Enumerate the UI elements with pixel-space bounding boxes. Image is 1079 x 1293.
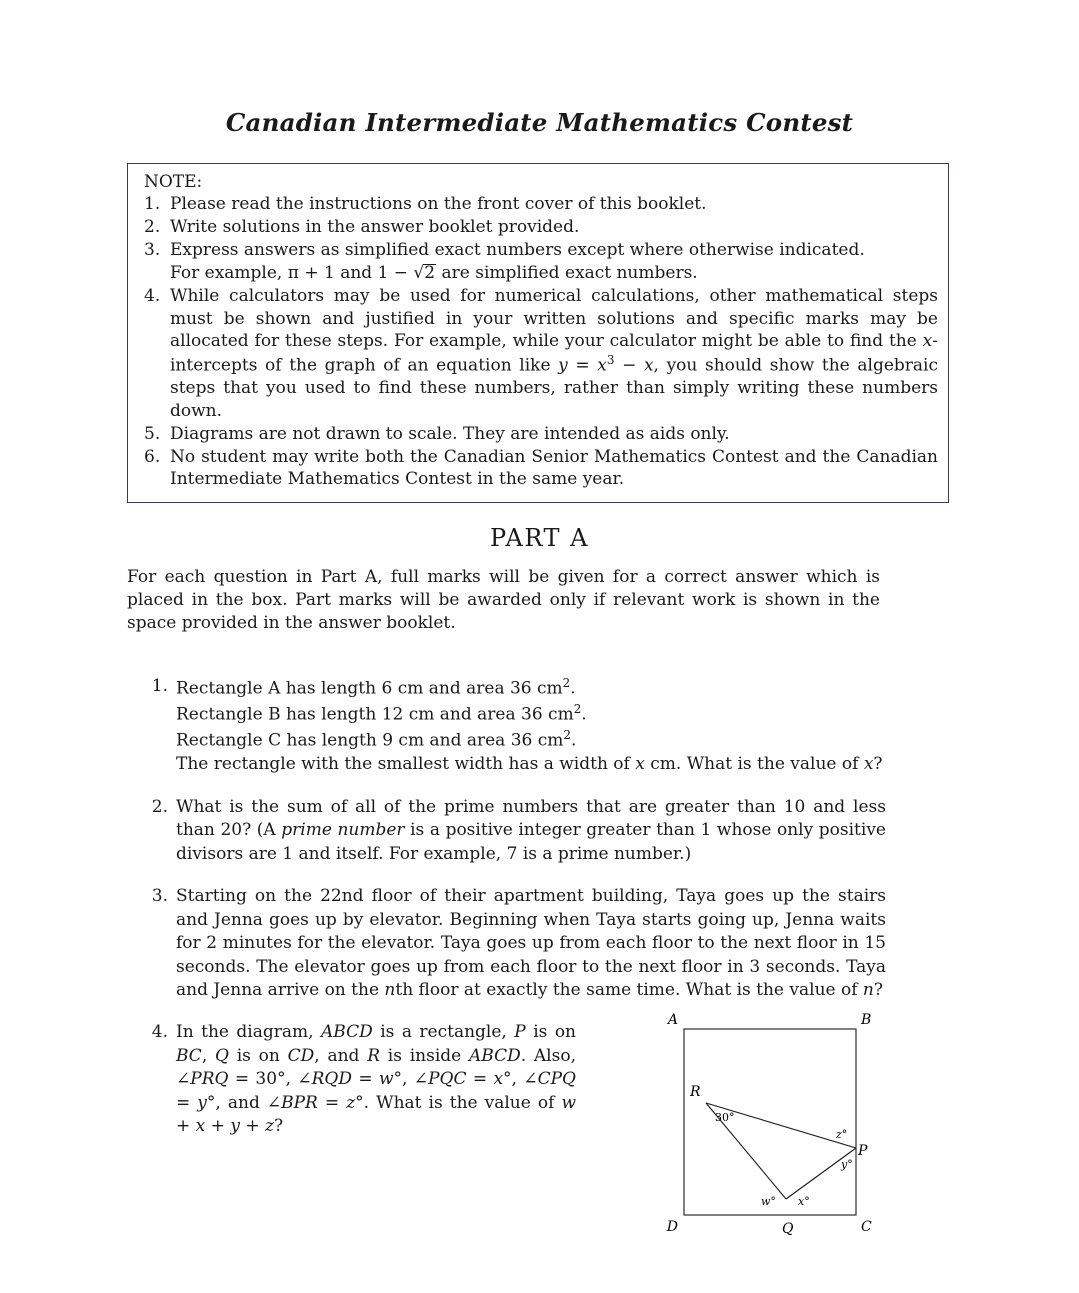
note-item [138, 285, 938, 422]
label-a: A [667, 1013, 678, 1029]
note-item-number: 6. [144, 446, 161, 467]
segment-qp [786, 1148, 856, 1199]
question-text: In the diagram, ABCD is a rectangle, P is on BC, Q is on CD, and R is inside ABCD. Also, ∠PRQ = 30°, ∠RQD = w°, ∠PQC = x°, ∠CPQ = y°, and ∠BPR = z°. What is the value of w + x + y + z? [176, 1022, 577, 1137]
question-number: 3. [151, 886, 168, 907]
question-4 [146, 1013, 886, 1238]
question-1 [146, 675, 886, 777]
note-item [138, 239, 938, 284]
note-item [138, 446, 938, 491]
angle-label-bpr: z° [836, 1128, 848, 1142]
question-2 [146, 796, 886, 866]
note-item-text: No student may write both the Canadian Senior Mathematics Contest and the Canadian Intermediate Mathematics Contest in the same year. [170, 446, 938, 490]
note-box [127, 163, 949, 503]
note-item-number: 1. [144, 194, 161, 214]
label-r: R [690, 1084, 701, 1101]
question-number: 4. [151, 1022, 168, 1043]
note-label: NOTE: [144, 172, 203, 192]
label-q: Q [782, 1221, 794, 1238]
note-item [138, 423, 938, 446]
segment-rp [706, 1103, 856, 1148]
page-title: Canadian Intermediate Mathematics Contest [225, 108, 854, 137]
label-c: C [861, 1219, 872, 1236]
angle-label-cpq: y° [841, 1158, 853, 1172]
note-item-number: 2. [144, 217, 161, 238]
label-b: B [861, 1013, 872, 1029]
note-item-text: Please read the instructions on the front cover of this booklet. [170, 194, 707, 214]
angle-label-pqc: x° [798, 1195, 810, 1209]
figure-svg [658, 1013, 888, 1238]
angle-label-rqd: w° [761, 1195, 776, 1209]
question-number: 1. [151, 676, 168, 696]
label-d: D [666, 1219, 678, 1236]
note-item-text: While calculators may be used for numerical calculations, other mathematical steps must be shown and justified in your written solutions and specific marks may be allocated for these steps. For example, while your calculator might be able to find the x-intercepts of the graph of an equation like $y = x^3 - x$, you should show the algebraic steps that you used to find these numbers, rather than simply writing these numbers down. [170, 285, 938, 421]
question-text: Rectangle A has length 6 cm and area 36 $cm^2$. Rectangle B has length 12 cm and area 36 $cm^2$. Rectangle C has length 9 cm and area 36 $cm^2$. The rectangle with the smallest width has a width of x cm. What is the value of x? [176, 676, 883, 775]
note-list [138, 193, 938, 491]
question-text: What is the sum of all of the prime numbers that are greater than 10 and less than 20? (A prime number is a positive integer greater than 1 whose only positive divisors are 1 and itself. For example, 7 is a prime number.) [176, 796, 886, 864]
note-item-number: 4. [144, 285, 161, 306]
question-3 [146, 885, 886, 1002]
question-number: 2. [151, 796, 168, 817]
question-list [146, 675, 886, 1238]
figure-rectangle-abcd [658, 1013, 888, 1238]
note-item-number: 3. [144, 240, 161, 261]
question-text: Starting on the 22nd floor of their apartment building, Taya goes up the stairs and Jenna goes up by elevator. Beginning when Taya starts going up, Jenna waits for 2 minutes for the elevator. Taya goes up from each floor to the next floor in 15 seconds. The elevator goes up from each floor to the next floor in 3 seconds. Taya and Jenna arrive on the nth floor at exactly the same time. What is the value of n? [176, 886, 886, 1000]
label-p: P [858, 1143, 868, 1160]
angle-label-prq: 30° [715, 1111, 735, 1125]
part-a-intro: For each question in Part A, full marks will be given for a correct answer which is placed in the box. Part marks will be awarded only if relevant work is shown in the space provided in the answer booklet. [127, 567, 880, 633]
note-item [138, 216, 938, 239]
note-item [138, 193, 938, 216]
note-item-text: Express answers as simplified exact numbers except where otherwise indicated. For example, π + 1 and 1 − √2 are simplified exact numbers. [170, 240, 865, 283]
note-item-text: Diagrams are not drawn to scale. They are intended as aids only. [170, 423, 730, 444]
part-a-heading: PART A [490, 524, 589, 552]
note-item-text: Write solutions in the answer booklet provided. [170, 217, 580, 238]
note-item-number: 5. [144, 423, 161, 444]
